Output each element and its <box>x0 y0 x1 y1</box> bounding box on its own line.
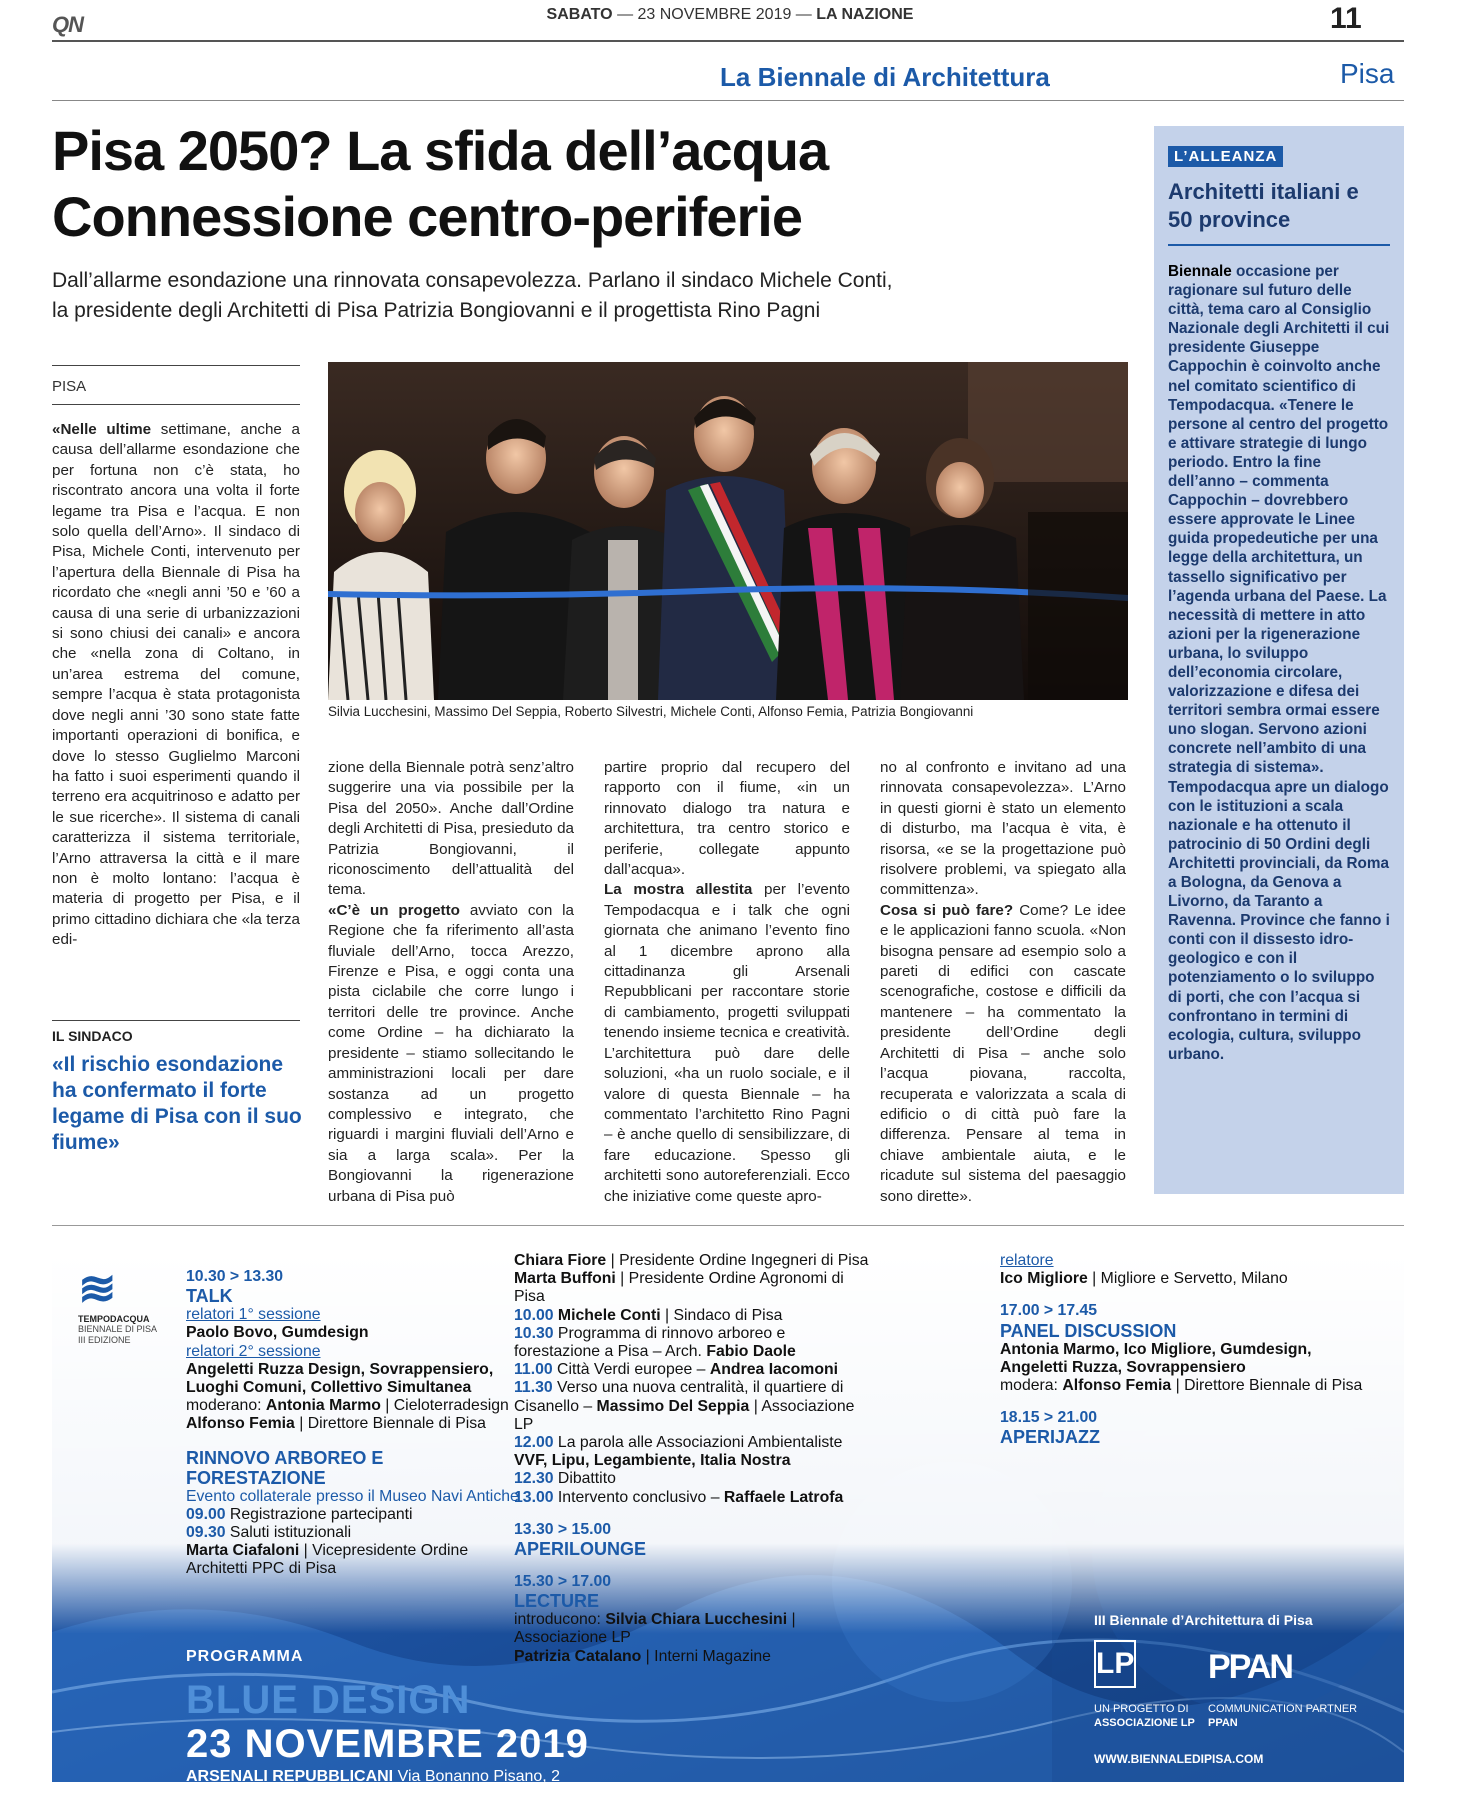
time: 12.00 <box>514 1434 554 1452</box>
time: 18.15 > 21.00 <box>1000 1409 1098 1427</box>
ppan-logo: PPAN <box>1208 1648 1292 1686</box>
communication-partner <box>1208 1702 1357 1730</box>
body-text: per l’evento Tempodacqua e i talk che ogni giornata che animano l’evento fino al 1 dicembre aprono alla cittadinanza gli Arsenali Repubblicani per raccontare storie di cambiamento, progetti sviluppati tenendo insieme tecnica e creatività. L’architettura può dare delle soluzioni, «ha un ruolo sociale, e il valore di questa Biennale – ha commentato l’architetto Rino Pagni – è anche quello di sensibilizzare, di fare educazione. Spesso gli architetti sono autoreferenziali. Ecco che iniziative come queste apro- <box>604 881 850 1205</box>
top-rule <box>52 40 1404 42</box>
speakers: Paolo Bovo, Gumdesign <box>186 1324 369 1342</box>
venue-address: Via Bonanno Pisano, 2 <box>393 1768 561 1782</box>
body-text: no al confronto e invitano ad una rinnovata consapevolezza». L’Arno in questi giorni è stato un elemento di disturbo, ma l’acqua è vita, è risorsa, «e se la progettazione può risolvere problemi, va spiegato alla committenza». <box>880 759 1126 899</box>
body-column-3 <box>604 758 850 1207</box>
associations: VVF, Lipu, Legambiente, Italia Nostra <box>514 1452 791 1470</box>
pull-quote: «Il rischio esondazione ha confermato il forte legame di Pisa con il suo fiume» <box>52 1053 302 1154</box>
body-column-2 <box>328 758 574 1207</box>
org: | Migliore e Servetto, Milano <box>1087 1270 1288 1288</box>
lead-in: «C’è un progetto <box>328 901 460 919</box>
event-title: APERIJAZZ <box>1000 1427 1101 1448</box>
time: 10.30 > 13.30 <box>186 1268 284 1285</box>
lp-logo: LP <box>1094 1640 1136 1688</box>
sidebar-lead-in: Biennale <box>1168 263 1232 280</box>
speakers: Antonia Marmo, Ico Migliore, Gumdesign, Angeletti Ruzza, Sovrappensiero <box>1000 1340 1312 1376</box>
standfirst-line-2: la presidente degli Architetti di Pisa Patrizia Bongiovanni e il progettista Rino Pagni <box>52 299 821 322</box>
speaker: Marta Ciafaloni <box>186 1542 300 1560</box>
lead-in: La mostra allestita <box>604 881 753 899</box>
dateline <box>470 6 990 24</box>
tempodacqua-logo <box>78 1261 158 1346</box>
section-title: La Biennale di Architettura <box>720 62 1050 92</box>
headline-line-1: Pisa 2050? La sfida dell’acqua <box>52 119 829 182</box>
programme-column-3 <box>1000 1252 1380 1447</box>
standfirst <box>52 266 1132 326</box>
speaker: Massimo Del Seppia <box>596 1397 750 1415</box>
ribbon-cutting-photo <box>328 362 1128 700</box>
sidebar-text: occasione per ragionare sul futuro delle città, tema caro al Consiglio Nazionale degli Architetti il cui presidente Giuseppe Cappochin è coinvolto anche nel comitato scientifico di Tempodacqua. «Tenere le persone al centro del progetto e attivare strategie di lungo periodo. Entro la fine dell’anno – commenta Cappochin – dovrebbero essere approvate le Linee guida propedeutiche per una legge della architettura, un tassello significativo per l’agenda urbana del Paese. La necessità di mettere in atto azioni per la rigenerazione urbana, lo sviluppo dell’economia circolare, valorizzazione e difesa dei territori sembra ormai essere uno slogan. Servono azioni concrete nell’ambito di una strategia di sistema». Tempodacqua apre un dialogo con le istituzioni a scala nazionale e ha ottenuto il patrocinio di 50 Ordini degli Architetti provinciali, da Roma a Bologna, da Genova a Livorno, da Taranto a Ravenna. Province che fanno i conti con il dissesto idro-geologico e con il potenziamento o lo sviluppo di porti, che con l’acqua si confrontano in termini di ecologia, cultura, sviluppo urbano. <box>1168 263 1390 1063</box>
headline-line-2: Connessione centro-periferie <box>52 185 802 248</box>
lead-in: «Nelle ultime <box>52 421 152 438</box>
org: | Direttore Biennale di Pisa <box>294 1415 486 1433</box>
programme-ad <box>52 1252 1404 1782</box>
time: 17.00 > 17.45 <box>1000 1302 1098 1320</box>
photo-illustration <box>328 362 1128 700</box>
body-column-1 <box>52 420 300 951</box>
label: introducono: <box>514 1611 606 1629</box>
org: | Associazione LP <box>514 1397 855 1433</box>
page-number: 11 <box>1330 2 1362 35</box>
item: Intervento conclusivo – <box>553 1488 724 1506</box>
time: 11.00 <box>514 1361 553 1379</box>
dateline-city: PISA <box>52 378 87 395</box>
speaker: Andrea Iacomoni <box>709 1361 839 1379</box>
item: Registrazione partecipanti <box>225 1505 413 1523</box>
time: 09.30 <box>186 1524 226 1542</box>
time: 13.00 <box>514 1488 554 1506</box>
quote-label: IL SINDACO <box>52 1028 133 1044</box>
item: Saluti istituzionali <box>225 1524 352 1542</box>
time: 09.00 <box>186 1505 226 1523</box>
time: 11.30 <box>514 1379 553 1397</box>
photo-caption: Silvia Lucchesini, Massimo Del Seppia, Roberto Silvestri, Michele Conti, Alfonso Femia, Patrizia Bongiovanni <box>328 704 974 719</box>
label: relatori 2° sessione <box>186 1342 321 1360</box>
time: 15.30 > 17.00 <box>514 1573 612 1591</box>
biennale-name: III Biennale d’Architettura di Pisa <box>1094 1612 1313 1628</box>
org: | Interni Magazine <box>641 1647 771 1665</box>
org: | Cieloterradesign <box>380 1397 509 1415</box>
sidebar-title: Architetti italiani e 50 province <box>1168 179 1359 232</box>
org: | Vicepresidente Ordine Architetti PPC di Pisa <box>186 1542 469 1578</box>
org: | Associazione LP <box>514 1611 796 1647</box>
qn-logo: QN <box>52 12 83 37</box>
label: moderano: <box>186 1397 266 1415</box>
sidebar-box <box>1154 126 1404 1194</box>
org: | Presidente Ordine Ingegneri di Pisa <box>606 1252 869 1269</box>
speaker: Fabio Daole <box>706 1343 796 1361</box>
event-title: RINNOVO ARBOREO E FORESTAZIONE <box>186 1447 384 1488</box>
org: | Presidente Ordine Agronomi di Pisa <box>514 1270 844 1306</box>
project-by <box>1094 1702 1195 1730</box>
speaker: Silvia Chiara Lucchesini <box>605 1611 788 1629</box>
body-text: Come? Le idee e le applicazioni fanno scuola. «Non bisogna pensare ad esempio solo a pareti di edifici con cascate scenografiche, costose e difficili da mantenere – ha commentato la presidente dell’Ordine degli Architetti di Pisa – anche solo l’acqua piovana, raccolta, recuperata e valorizzata a scala di edificio o di città può fare la differenza. Pensare al tema in chiave ambientale aiuta, e le ricadute sul sistema del paesaggio sono dirette». <box>880 901 1126 1205</box>
item: Dibattito <box>553 1470 616 1488</box>
programme-label: PROGRAMMA <box>186 1648 304 1665</box>
label: modera: <box>1000 1377 1063 1395</box>
time: 12.30 <box>514 1470 554 1488</box>
event-date: 23 NOVEMBRE 2019 <box>186 1722 589 1766</box>
time: 13.30 > 15.00 <box>514 1520 612 1538</box>
body-text: zione della Biennale potrà senz’altro suggerire una via possibile per la Pisa del 2050». Anche dall’Ordine degli Architetti di Pisa, presieduto da Patrizia Bongiovanni, il riconoscimento dell’attualità del tema. <box>328 759 574 899</box>
speakers: Angeletti Ruzza Design, Sovrappensiero, Luoghi Comuni, Collettivo Simultanea <box>186 1360 494 1397</box>
paper-name: LA NAZIONE <box>816 6 914 23</box>
time: 10.00 <box>514 1306 554 1324</box>
speaker: Ico Migliore <box>1000 1270 1088 1288</box>
item: Verso una nuova centralità, il quartiere di Cisanello – <box>514 1379 844 1415</box>
label: relatore <box>1000 1252 1054 1269</box>
standfirst-line-1: Dall’allarme esondazione una rinnovata consapevolezza. Parlano il sindaco Michele Conti, <box>52 269 893 292</box>
partner: PPAN <box>1208 1717 1238 1729</box>
lead-in: Cosa si può fare? <box>880 901 1014 919</box>
body-column-4 <box>880 758 1126 1207</box>
speaker: Alfonso Femia <box>186 1415 295 1433</box>
speaker: Raffaele Latrofa <box>723 1488 844 1506</box>
logo-subtitle: BIENNALE DI PISA III EDIZIONE <box>78 1324 157 1345</box>
event-venue <box>186 1768 560 1782</box>
speaker: Michele Conti <box>553 1306 661 1324</box>
time: 10.30 <box>514 1324 554 1342</box>
headline <box>52 118 1132 250</box>
event-name: BLUE DESIGN <box>186 1678 471 1722</box>
event-title: APERILOUNGE <box>514 1539 647 1560</box>
label: relatori 1° sessione <box>186 1306 321 1324</box>
body-text: partire proprio dal recupero del rapporto con il fiume, «in un rinnovato dialogo tra natura e architettura, tra centro storico e periferie, collegate appunto dall’acqua». <box>604 759 850 879</box>
wave-icon: ≋ <box>78 1261 117 1315</box>
speaker: Chiara Fiore <box>514 1252 607 1269</box>
sidebar-rule <box>1168 244 1390 246</box>
item: Città Verdi europee – <box>552 1361 710 1379</box>
label: COMMUNICATION PARTNER <box>1208 1703 1358 1715</box>
sidebar-body <box>1168 262 1390 1064</box>
section-city: Pisa <box>1340 58 1395 89</box>
section-rule <box>52 100 1404 101</box>
item: Programma di rinnovo arboreo e forestazione a Pisa – Arch. <box>514 1324 786 1361</box>
label: UN PROGETTO DI <box>1094 1703 1189 1715</box>
sidebar-tag: L’ALLEANZA <box>1168 146 1283 167</box>
organizer: ASSOCIAZIONE LP <box>1094 1717 1195 1729</box>
programme-column-1 <box>186 1268 526 1579</box>
column-rule <box>52 1020 300 1021</box>
date: — 23 NOVEMBRE 2019 — <box>617 6 812 23</box>
item: La parola alle Associazioni Ambientaliste <box>553 1434 843 1452</box>
column-rule <box>52 404 300 405</box>
event-subtitle: Evento collaterale presso il Museo Navi Antiche <box>186 1487 519 1505</box>
event-title: LECTURE <box>514 1591 599 1612</box>
event-title: TALK <box>186 1286 233 1307</box>
speaker: Antonia Marmo <box>265 1397 381 1415</box>
org: | Sindaco di Pisa <box>660 1306 783 1324</box>
bottom-rule <box>52 1225 1404 1226</box>
body-text: avviato con la Regione che fa riferimento all’asta fluviale dell’Arno, tocca Arezzo, Firenze e Pisa, e oggi conta una pista ciclabile che corre lungo i territori delle tre province. Anche come Ordine – ha dichiarato la presidente – stiamo sollecitando le amministrazioni locali per dare sostanza ad un progetto complessivo e integrato, che riguardi i margini fluviali dell’Arno e sia a larga scala». Per la Bongiovanni la rigenerazione urbana di Pisa può <box>328 901 575 1205</box>
speaker: Patrizia Catalano <box>514 1647 642 1665</box>
logo-name: TEMPODACQUA <box>78 1314 150 1324</box>
org: | Direttore Biennale di Pisa <box>1171 1377 1363 1395</box>
speaker: Alfonso Femia <box>1062 1377 1172 1395</box>
speaker: Marta Buffoni <box>514 1270 616 1288</box>
programme-column-2 <box>514 1252 874 1666</box>
website-url: WWW.BIENNALEDIPISA.COM <box>1094 1752 1264 1766</box>
day: SABATO <box>546 6 613 23</box>
body-text: settimane, anche a causa dell’allarme esondazione che per fortuna non c’è stata, ho riscontrato ancora una volta il forte legame tra Pisa e l’acqua. E non solo quella dell’Arno». Il sindaco di Pisa, Michele Conti, intervenuto per l’apertura della Biennale di Pisa ha ricordato che «negli anni ’50 e ’60 a causa di una serie di urbanizzazioni si sono chiusi dei canali» e ancora che «nella zona di Coltano, in un’area estrema del comune, sempre l’acqua è stata protagonista dove negli anni ’30 sono state fatte importanti operazioni di bonifica, e dove lo stesso Guglielmo Marconi ha fatto i suoi esperimenti quando il terreno era acquitrinoso e adatto per le sue ricerche». Il sistema di canali caratterizza il sistema territoriale, l’Arno attraversa la città e il mare non è molto lontano: l’acqua è materia di progetto per Pisa, e il primo cittadino dichiara che «la terza edi- <box>52 421 300 949</box>
venue-name: ARSENALI REPUBBLICANI <box>186 1768 394 1782</box>
event-title: PANEL DISCUSSION <box>1000 1320 1177 1341</box>
column-rule <box>52 365 300 366</box>
